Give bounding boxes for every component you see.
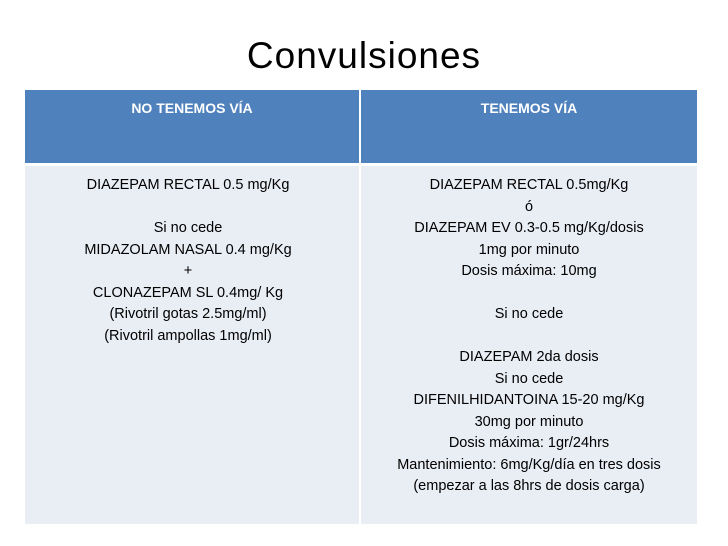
iv-access-line: DIAZEPAM EV 0.3-0.5 mg/Kg/dosis bbox=[414, 220, 644, 236]
header-iv-access: TENEMOS VÍA bbox=[480, 100, 578, 116]
page-title: Convulsiones bbox=[246, 35, 482, 76]
no-iv-access-line bbox=[25, 197, 351, 219]
iv-access-line: 30mg por minuto bbox=[474, 413, 584, 430]
iv-access-line: (empezar a las 8hrs de dosis carga) bbox=[413, 478, 645, 494]
table-header-row bbox=[25, 90, 697, 166]
iv-access-line: Dosis máxima: 1gr/24hrs bbox=[448, 435, 610, 451]
iv-access-cell bbox=[361, 166, 697, 524]
no-iv-access-line: DIAZEPAM RECTAL 0.5 mg/Kg bbox=[86, 177, 290, 193]
no-iv-access-line: MIDAZOLAM NASAL 0.4 mg/Kg bbox=[84, 241, 292, 258]
iv-access-line: Si no cede bbox=[494, 306, 564, 322]
iv-access-line: Mantenimiento: 6mg/Kg/día en tres dosis bbox=[397, 456, 661, 473]
no-iv-access-line: CLONAZEPAM SL 0.4mg/ Kg bbox=[92, 284, 284, 301]
iv-access-line: DIAZEPAM 2da dosis bbox=[459, 349, 599, 365]
iv-access-line bbox=[361, 326, 697, 348]
iv-access-line: Dosis máxima: 10mg bbox=[461, 263, 597, 279]
table-body-row bbox=[25, 166, 697, 524]
iv-access-line bbox=[361, 283, 697, 305]
header-no-iv-access: NO TENEMOS VÍA bbox=[131, 100, 253, 116]
no-iv-access-line: (Rivotril ampollas 1mg/ml) bbox=[104, 327, 272, 344]
no-iv-access-cell bbox=[25, 166, 359, 524]
iv-access-line: DIAZEPAM RECTAL 0.5mg/Kg bbox=[429, 177, 629, 193]
column-divider bbox=[359, 90, 361, 524]
no-iv-access-line: Si no cede bbox=[153, 220, 223, 236]
iv-access-line: 1mg por minuto bbox=[478, 241, 580, 258]
treatment-table bbox=[25, 90, 697, 524]
no-iv-access-line: (Rivotril gotas 2.5mg/ml) bbox=[109, 306, 267, 322]
iv-access-line: ó bbox=[524, 198, 534, 215]
iv-access-line: Si no cede bbox=[494, 370, 564, 387]
no-iv-access-line: + bbox=[183, 263, 193, 279]
iv-access-line: DIFENILHIDANTOINA 15-20 mg/Kg bbox=[413, 392, 645, 408]
